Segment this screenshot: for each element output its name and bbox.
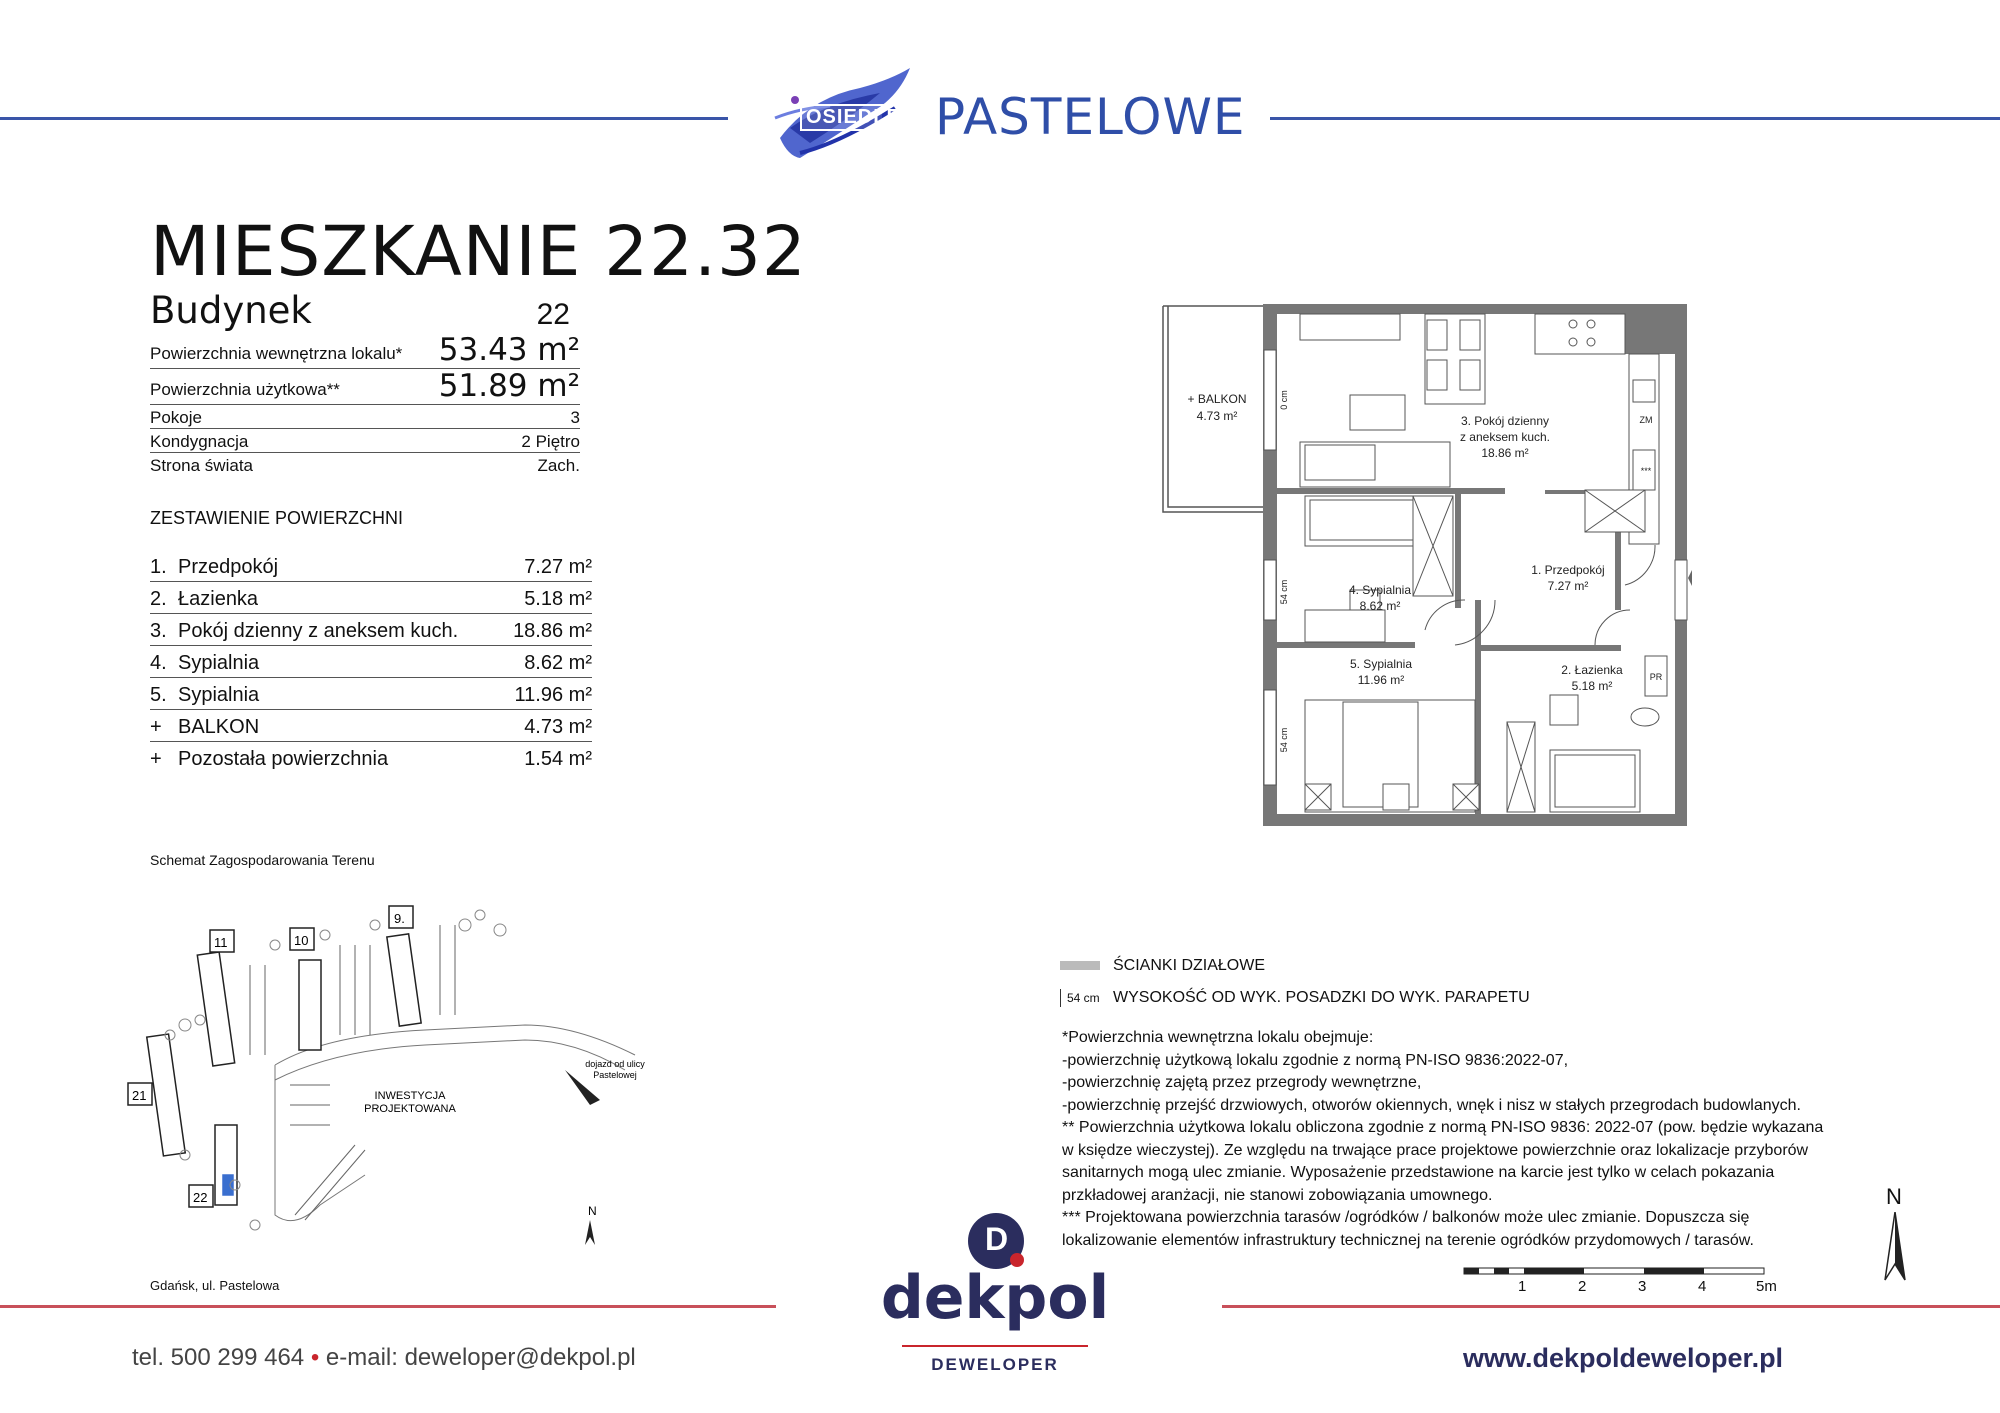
summary-row: [150, 684, 592, 710]
entrance-arrow-icon: [1688, 570, 1692, 586]
building-number: 9.: [394, 911, 405, 926]
scale-bar: [1462, 1266, 1772, 1304]
summary-name: Łazienka: [178, 588, 259, 610]
appliance-label: PR: [1649, 672, 1663, 682]
detail-value: 53.43 m²: [438, 332, 580, 368]
dekpol-icon-letter: D: [985, 1221, 1009, 1257]
dekpol-icon: [968, 1213, 1024, 1269]
detail-value: 51.89 m²: [438, 368, 580, 404]
summary-row: [150, 716, 592, 742]
note-line: przkładowej aranżacji, nie stanowi zobowiązania umownego.: [1062, 1186, 1493, 1204]
detail-label: Pokoje: [150, 408, 202, 427]
summary-name: Sypialnia: [178, 684, 260, 706]
walls-legend: ŚCIANKI DZIAŁOWE: [1113, 957, 1266, 974]
apartment-title: MIESZKANIE 22.32: [150, 212, 807, 292]
summary-row: [150, 588, 592, 614]
north-label: N: [588, 1204, 597, 1218]
summary-row: [150, 748, 592, 773]
building-value: 22: [536, 298, 570, 331]
detail-row: [150, 370, 580, 405]
footer-line-right: [1222, 1305, 2000, 1308]
sill-legend: WYSOKOŚĆ OD WYK. POSADZKI DO WYK. PARAPETU: [1113, 989, 1530, 1006]
summary-name: Pokój dzienny z aneksem kuch.: [178, 620, 459, 642]
note-line: lokalizowanie elementów infrastruktury technicznej na terenie ogródków przydomowych / tarasów.: [1062, 1231, 1754, 1249]
investment-label: INWESTYCJA: [374, 1090, 446, 1102]
note-line: -powierzchnię użytkową lokalu zgodnie z normą PN-ISO 9836:2022-07,: [1062, 1051, 1569, 1069]
note-line: w księdze wieczystej). Ze względu na trwające prace projektowe powierzchnie oraz lokalizacje przyborów: [1062, 1141, 1809, 1159]
logo-name: PASTELOWE: [935, 88, 1246, 146]
dekpol-divider: [902, 1345, 1088, 1347]
header-line-left: [0, 117, 728, 120]
note-line: -powierzchnię zajętą przez przegrody wewnętrzne,: [1062, 1074, 1422, 1091]
detail-row: [150, 334, 580, 369]
room-area: 8.62 m²: [1359, 599, 1401, 613]
detail-label: Kondygnacja: [150, 432, 249, 451]
window-height-label: 54 cm: [1279, 579, 1289, 605]
site-buildings: [147, 934, 421, 1205]
header-line-right: [1270, 117, 2000, 120]
site-plan-title: Schemat Zagospodarowania Terenu: [150, 852, 375, 868]
appliance-label: ***: [1640, 466, 1652, 476]
sill-icon-label: 54 cm: [1067, 991, 1100, 1005]
note-line: *** Projektowana powierzchnia tarasów /ogródków / balkonów może ulec zmianie. Dopuszcza się: [1062, 1209, 1750, 1226]
compass-arrow-icon: [1875, 1212, 1915, 1282]
phone-link[interactable]: tel. 500 299 464: [132, 1344, 305, 1371]
summary-area: 4.73 m²: [524, 716, 592, 738]
room-area: 18.86 m²: [1481, 446, 1529, 460]
summary-num: 2.: [150, 588, 167, 610]
summary-name: BALKON: [178, 716, 260, 738]
notes: [1062, 1027, 1842, 1252]
footer-line-left: [0, 1305, 776, 1308]
dekpol-sub: DEWELOPER: [931, 1355, 1059, 1374]
summary-area: 1.54 m²: [524, 748, 592, 770]
building-label: Budynek: [150, 289, 312, 332]
email-link[interactable]: e-mail: deweloper@dekpol.pl: [325, 1344, 636, 1371]
room-label: 2. Łazienka: [1561, 663, 1623, 677]
summary-num: +: [150, 716, 162, 738]
website-link[interactable]: www.dekpoldeweloper.pl: [1463, 1343, 1784, 1373]
room-label: 5. Sypialnia: [1349, 657, 1413, 671]
investment-label: PROJEKTOWANA: [364, 1103, 456, 1115]
detail-row: [150, 454, 580, 476]
site-location: Gdańsk, ul. Pastelowa: [150, 1278, 280, 1293]
summary-name: Pozostała powierzchnia: [178, 748, 389, 770]
room-area: 5.18 m²: [1571, 679, 1613, 693]
detail-value: 2 Piętro: [521, 432, 580, 451]
room-area: 7.27 m²: [1547, 579, 1589, 593]
detail-value: Zach.: [537, 456, 580, 475]
building-number: 10: [294, 933, 309, 948]
note-line: *Powierzchnia wewnętrzna lokalu obejmuje:: [1062, 1029, 1374, 1046]
detail-value: 3: [570, 408, 580, 427]
summary-num: 4.: [150, 652, 167, 674]
scale-label: 4: [1698, 1278, 1707, 1295]
detail-row: [150, 406, 580, 429]
room-area: 11.96 m²: [1357, 673, 1405, 687]
detail-label: Powierzchnia wewnętrzna lokalu*: [150, 344, 403, 363]
dekpol-logo: [880, 1195, 1110, 1380]
appliance-label: ZM: [1639, 415, 1653, 425]
walls-swatch: [1060, 961, 1100, 970]
room-label: 3. Pokój dzienny: [1460, 414, 1550, 428]
north-arrow-icon: [585, 1220, 595, 1245]
bullet-separator: •: [310, 1344, 320, 1371]
scale-label: 5m: [1756, 1278, 1777, 1295]
furniture: [1300, 314, 1667, 812]
site-plan: [125, 885, 665, 1255]
site-parking: [250, 925, 455, 1220]
logo-emblem: [770, 58, 920, 168]
compass-label: N: [1886, 1184, 1902, 1209]
summary-num: +: [150, 748, 162, 770]
summary-area: 8.62 m²: [524, 652, 592, 674]
building-number: 11: [214, 935, 228, 950]
summary-row: [150, 652, 592, 678]
building-number: 21: [132, 1088, 147, 1103]
note-line: sanitarnych mogą ulec zmianie. Wyposażenie przedstawione na karcie jest tylko w celach pokazania: [1062, 1164, 1775, 1181]
summary-name: Sypialnia: [178, 652, 260, 674]
access-label: dojazd od ulicy: [585, 1059, 645, 1069]
building-row: [150, 289, 580, 332]
dekpol-brand: dekpol: [880, 1263, 1110, 1333]
summary-row: [150, 620, 592, 646]
room-label: 1. Przedpokój: [1531, 563, 1605, 577]
detail-row: [150, 430, 580, 453]
note-line: ** Powierzchnia użytkowa lokalu obliczona zgodnie z normą PN-ISO 9836: 2022-07 (pow. będzie wykazana: [1062, 1119, 1824, 1136]
summary-num: 3.: [150, 620, 167, 642]
summary-title: ZESTAWIENIE POWIERZCHNI: [150, 508, 404, 528]
logo-badge: OSIEDLE: [800, 104, 907, 131]
scale-label: 2: [1578, 1278, 1587, 1295]
sill-icon: [1060, 989, 1100, 1007]
summary-row: [150, 556, 592, 582]
summary-area: 18.86 m²: [513, 620, 592, 642]
summary-name: Przedpokój: [178, 556, 279, 578]
summary-area: 11.96 m²: [514, 684, 592, 706]
scale-label: 3: [1638, 1278, 1647, 1295]
detail-label: Powierzchnia użytkowa**: [150, 380, 340, 399]
detail-label: Strona świata: [150, 456, 253, 475]
balcony-label: + BALKON: [1187, 392, 1247, 406]
summary-area: 5.18 m²: [524, 588, 592, 610]
summary-num: 1.: [150, 556, 167, 578]
summary-area: 7.27 m²: [524, 556, 592, 578]
window-height-label: 0 cm: [1279, 390, 1289, 410]
scale-label: 1: [1518, 1278, 1527, 1295]
contact-info: [132, 1344, 636, 1372]
access-label: Pastelowej: [593, 1070, 637, 1080]
floor-plan: [1155, 300, 1705, 830]
room-label: 4. Sypialnia: [1348, 583, 1412, 597]
summary-num: 5.: [150, 684, 167, 706]
room-label: z aneksem kuch.: [1459, 430, 1551, 444]
building-number: 22: [193, 1190, 208, 1205]
window-height-label: 54 cm: [1279, 727, 1289, 753]
note-line: -powierzchnię przejść drzwiowych, otworów okiennych, wnęk i nisz w stałych przegrodach budowlanych.: [1062, 1096, 1801, 1114]
balcony-area: 4.73 m²: [1196, 409, 1238, 423]
